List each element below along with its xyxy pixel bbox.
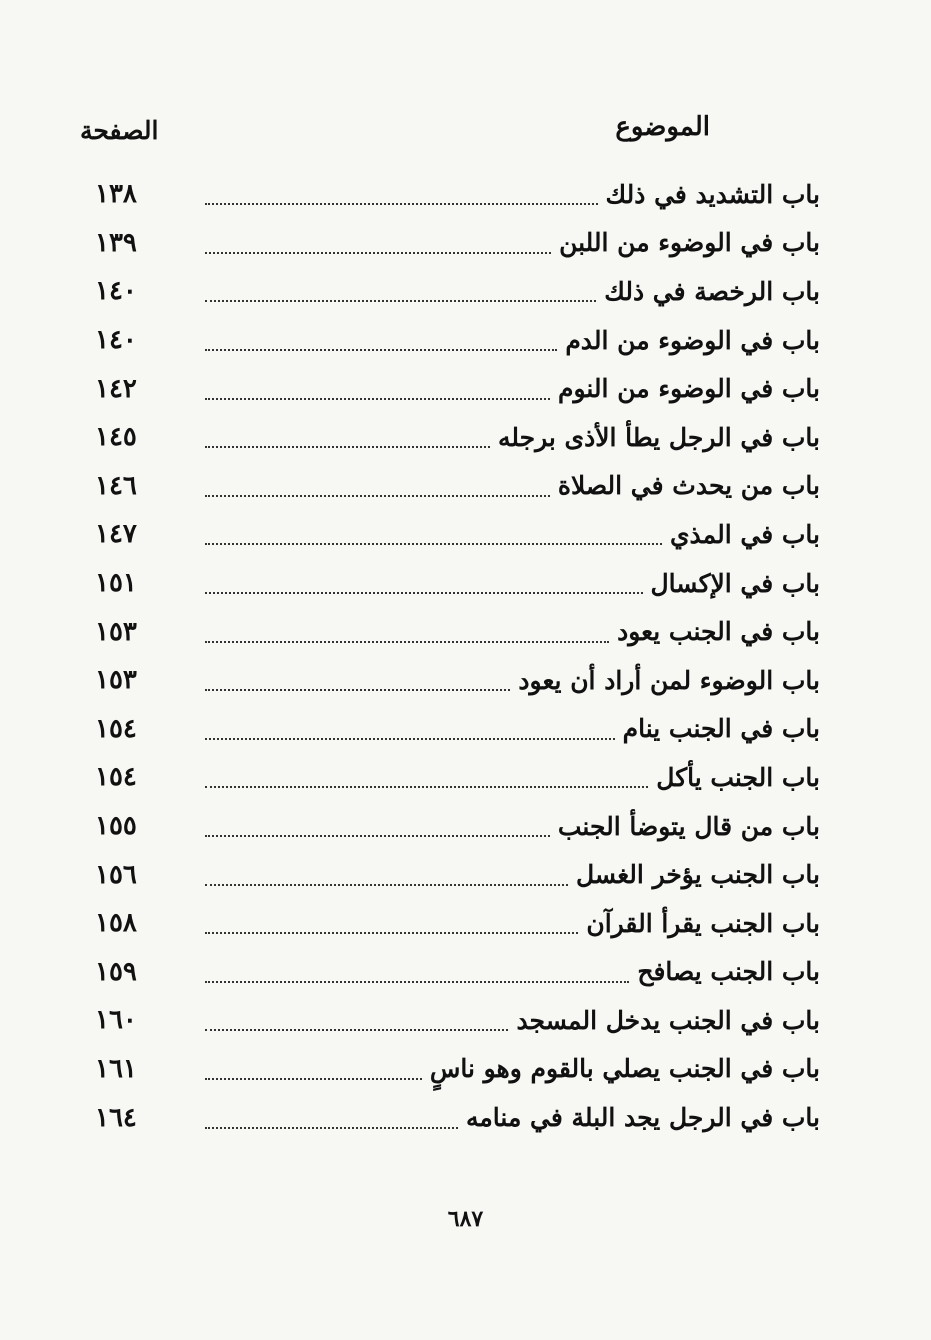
dot-leader — [205, 973, 629, 983]
dot-leader — [205, 244, 551, 254]
toc-entry — [95, 170, 820, 219]
toc-entry-title: باب في الجنب ينام — [622, 714, 820, 744]
dot-leader — [205, 1119, 458, 1129]
toc-entry — [95, 462, 820, 511]
toc-entry — [95, 510, 820, 559]
toc-entry-title: باب من يحدث في الصلاة — [557, 471, 820, 501]
dot-leader — [205, 681, 510, 691]
toc-entry — [95, 1045, 820, 1094]
toc-entry — [95, 753, 820, 802]
dot-leader — [205, 778, 648, 788]
toc-header — [80, 112, 720, 152]
dot-leader — [205, 876, 568, 886]
toc-entry-title: باب التشديد في ذلك — [605, 179, 820, 209]
toc-entry-title: باب في الجنب يدخل المسجد — [516, 1005, 820, 1035]
toc-entry-page: ١٣٨ — [95, 179, 137, 210]
toc-entry — [95, 607, 820, 656]
dot-leader — [205, 341, 557, 351]
toc-entry-title: باب الرخصة في ذلك — [604, 276, 820, 306]
dot-leader — [205, 730, 615, 740]
dot-leader — [205, 1021, 508, 1031]
dot-leader — [205, 195, 598, 205]
toc-entry-title: باب في الوضوء من الدم — [565, 325, 820, 355]
toc-entry-title: باب في الوضوء من النوم — [557, 374, 820, 404]
toc-entry-title: باب في الوضوء من اللبن — [559, 228, 820, 258]
toc-entry-page: ١٥٩ — [95, 956, 137, 987]
toc-entry — [95, 656, 820, 705]
toc-entry — [95, 219, 820, 268]
toc-entry — [95, 1093, 820, 1142]
toc-entry — [95, 267, 820, 316]
toc-entry — [95, 850, 820, 899]
toc-entry — [95, 413, 820, 462]
toc-entry-page: ١٦٠ — [95, 1005, 137, 1036]
dot-leader — [205, 487, 550, 497]
page-number: ٦٨٧ — [447, 1206, 484, 1232]
dot-leader — [205, 924, 578, 934]
toc-entry-page: ١٤٢ — [95, 373, 137, 404]
toc-entry-page: ١٦١ — [95, 1053, 137, 1084]
toc-entry — [95, 316, 820, 365]
toc-entry-page: ١٤٦ — [95, 470, 137, 501]
dot-leader — [205, 438, 490, 448]
toc-entry-page: ١٦٤ — [95, 1102, 137, 1133]
toc-entry — [95, 899, 820, 948]
toc-entry-title: باب الجنب يقرأ القرآن — [586, 908, 820, 938]
topic-column-heading: الموضوع — [615, 112, 710, 142]
toc-entry-title: باب في الجنب يعود — [617, 617, 820, 647]
toc-entry-title: باب الوضوء لمن أراد أن يعود — [518, 665, 820, 695]
toc-entry-title: باب في الرجل يجد البلة في منامه — [465, 1103, 820, 1133]
toc-entry-page: ١٥٣ — [95, 616, 137, 647]
toc-entry-page: ١٣٩ — [95, 227, 137, 258]
toc-entry-page: ١٥٨ — [95, 908, 137, 939]
dot-leader — [205, 584, 643, 594]
toc-entry-title: باب الجنب يؤخر الغسل — [576, 860, 820, 890]
toc-entry-page: ١٥١ — [95, 568, 137, 599]
page-column-heading: الصفحة — [80, 116, 159, 145]
toc-entry-title: باب في الجنب يصلي بالقوم وهو ناسٍ — [429, 1054, 820, 1084]
toc-entry-page: ١٤٧ — [95, 519, 137, 550]
toc-entry-page: ١٤٠ — [95, 325, 137, 356]
toc-entry — [95, 948, 820, 997]
dot-leader — [205, 633, 609, 643]
toc-entry-title: باب من قال يتوضأ الجنب — [557, 811, 820, 841]
toc-entry-title: باب في الرجل يطأ الأذى برجله — [497, 422, 820, 452]
dot-leader — [205, 535, 662, 545]
toc-entry — [95, 802, 820, 851]
toc-entry-page: ١٥٥ — [95, 811, 137, 842]
toc-entry-page: ١٥٣ — [95, 665, 137, 696]
toc-entry — [95, 559, 820, 608]
toc-entry-title: باب الجنب يصافح — [637, 957, 820, 987]
dot-leader — [205, 390, 550, 400]
toc-entry-title: باب الجنب يأكل — [656, 762, 820, 792]
toc-entry-page: ١٥٦ — [95, 859, 137, 890]
dot-leader — [205, 827, 550, 837]
toc-entry-page: ١٥٤ — [95, 762, 137, 793]
toc-entry — [95, 705, 820, 754]
dot-leader — [205, 1070, 422, 1080]
toc-entry — [95, 364, 820, 413]
toc-entry-page: ١٤٠ — [95, 276, 137, 307]
toc-entry-page: ١٥٤ — [95, 713, 137, 744]
toc-entry — [95, 996, 820, 1045]
toc-entry-title: باب في الإكسال — [650, 568, 820, 598]
toc-entry-title: باب في المذي — [669, 519, 820, 549]
toc-entry-page: ١٤٥ — [95, 422, 137, 453]
dot-leader — [205, 292, 596, 302]
table-of-contents — [95, 170, 820, 1142]
